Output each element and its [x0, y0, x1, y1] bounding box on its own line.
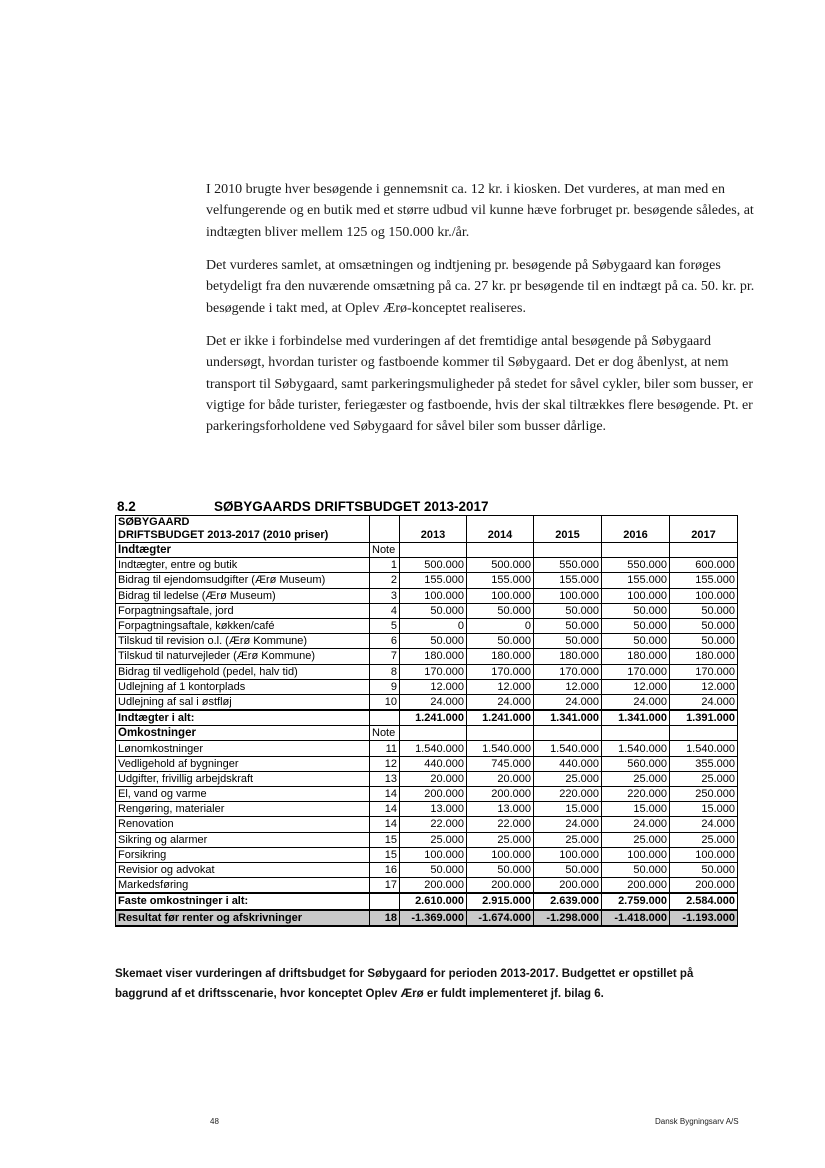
value-cell: 2.639.000	[534, 893, 602, 909]
value-cell: 50.000	[670, 634, 738, 649]
row-label: Forsikring	[116, 847, 370, 862]
cost-heading-row	[116, 726, 738, 741]
value-cell: 170.000	[400, 664, 467, 679]
cost-row	[116, 832, 738, 847]
value-cell: 2.759.000	[602, 893, 670, 909]
row-label: Renovation	[116, 817, 370, 832]
value-cell: 250.000	[670, 787, 738, 802]
value-cell: 100.000	[670, 847, 738, 862]
note-cell: 16	[370, 862, 400, 877]
value-cell: 100.000	[534, 847, 602, 862]
value-cell: 50.000	[534, 618, 602, 633]
row-label: Rengøring, materialer	[116, 802, 370, 817]
value-cell: -1.193.000	[670, 910, 738, 926]
note-heading: Note	[370, 543, 400, 558]
value-cell: 25.000	[534, 771, 602, 786]
value-cell: 1.341.000	[534, 710, 602, 726]
value-cell: 15.000	[670, 802, 738, 817]
value-cell: 13.000	[467, 802, 534, 817]
cost-row	[116, 787, 738, 802]
value-cell: 50.000	[602, 634, 670, 649]
value-cell: 25.000	[467, 832, 534, 847]
row-label: Revisior og advokat	[116, 862, 370, 877]
value-cell: 1.341.000	[602, 710, 670, 726]
value-cell: 440.000	[534, 756, 602, 771]
value-cell: 25.000	[602, 832, 670, 847]
value-cell: 100.000	[602, 588, 670, 603]
note-cell: 10	[370, 694, 400, 710]
note-cell: 12	[370, 756, 400, 771]
value-cell: 20.000	[467, 771, 534, 786]
value-cell: 100.000	[534, 588, 602, 603]
value-cell: 25.000	[670, 832, 738, 847]
value-cell: 155.000	[534, 573, 602, 588]
note-cell: 17	[370, 878, 400, 894]
row-label: El, vand og varme	[116, 787, 370, 802]
value-cell: 1.391.000	[670, 710, 738, 726]
income-row	[116, 634, 738, 649]
row-label: Bidrag til vedligehold (pedel, halv tid)	[116, 664, 370, 679]
value-cell: 200.000	[400, 878, 467, 894]
value-cell: 745.000	[467, 756, 534, 771]
value-cell: 1.540.000	[534, 741, 602, 756]
value-cell: 155.000	[670, 573, 738, 588]
value-cell: 50.000	[467, 634, 534, 649]
value-cell: -1.418.000	[602, 910, 670, 926]
value-cell: 550.000	[534, 558, 602, 573]
note-cell: 8	[370, 664, 400, 679]
year-header: 2014	[467, 516, 534, 543]
value-cell: 50.000	[467, 862, 534, 877]
row-label: Forpagtningsaftale, køkken/café	[116, 618, 370, 633]
income-row	[116, 649, 738, 664]
note-cell: 7	[370, 649, 400, 664]
cost-heading: Omkostninger	[116, 726, 370, 741]
row-label: Markedsføring	[116, 878, 370, 894]
value-cell: 24.000	[670, 694, 738, 710]
row-label: Lønomkostninger	[116, 741, 370, 756]
value-cell: -1.674.000	[467, 910, 534, 926]
row-label: Sikring og alarmer	[116, 832, 370, 847]
value-cell: 1.540.000	[670, 741, 738, 756]
table-header-row	[116, 516, 738, 543]
row-label: Vedligehold af bygninger	[116, 756, 370, 771]
income-row	[116, 664, 738, 679]
value-cell: 100.000	[400, 588, 467, 603]
value-cell: 600.000	[670, 558, 738, 573]
footer-organization: Dansk Bygningsarv A/S	[655, 1117, 739, 1126]
value-cell: 25.000	[602, 771, 670, 786]
value-cell: 50.000	[602, 862, 670, 877]
value-cell: 24.000	[602, 694, 670, 710]
table-title-cell	[116, 516, 370, 543]
value-cell: 24.000	[400, 694, 467, 710]
value-cell: 200.000	[602, 878, 670, 894]
note-cell: 2	[370, 573, 400, 588]
value-cell: 170.000	[670, 664, 738, 679]
row-label: Udlejning af sal i østfløj	[116, 694, 370, 710]
paragraph-kiosk: I 2010 brugte hver besøgende i gennemsnit ca. 12 kr. i kiosken. Det vurderes, at man med en velfungerende og en butik med et større udbud vil kunne hæve forbruget pr. besøgende således, at indtægten bliver mellem 125 og 150.000 kr./år.	[206, 182, 754, 240]
row-label: Forpagtningsaftale, jord	[116, 603, 370, 618]
value-cell: 200.000	[467, 878, 534, 894]
value-cell: 500.000	[467, 558, 534, 573]
value-cell: 25.000	[534, 832, 602, 847]
value-cell: 500.000	[400, 558, 467, 573]
value-cell: 1.540.000	[467, 741, 534, 756]
value-cell: 1.540.000	[400, 741, 467, 756]
row-label: Indtægter i alt:	[116, 710, 370, 726]
value-cell: 1.241.000	[467, 710, 534, 726]
row-label: Resultat før renter og afskrivninger	[116, 910, 370, 926]
row-label: Udlejning af 1 kontorplads	[116, 679, 370, 694]
value-cell: 22.000	[400, 817, 467, 832]
value-cell: 24.000	[534, 694, 602, 710]
value-cell: 50.000	[670, 862, 738, 877]
row-label: Indtægter, entre og butik	[116, 558, 370, 573]
note-cell: 1	[370, 558, 400, 573]
cost-row	[116, 802, 738, 817]
value-cell: 22.000	[467, 817, 534, 832]
value-cell: 550.000	[602, 558, 670, 573]
value-cell: 12.000	[467, 679, 534, 694]
note-cell: 18	[370, 910, 400, 926]
value-cell: 440.000	[400, 756, 467, 771]
note-heading: Note	[370, 726, 400, 741]
value-cell: 100.000	[670, 588, 738, 603]
paragraph-revenue: Det vurderes samlet, at omsætningen og indtjening pr. besøgende på Søbygaard kan forøges betydeligt fra den nuværende omsætning på ca. 27 kr. pr besøgende til en indtægt på ca. 50. kr. pr. besøgende i takt med, at Oplev Ærø-konceptet realiseres.	[206, 258, 755, 316]
value-cell: 200.000	[670, 878, 738, 894]
value-cell: 155.000	[467, 573, 534, 588]
note-cell: 15	[370, 832, 400, 847]
value-cell: 50.000	[670, 618, 738, 633]
value-cell: 170.000	[602, 664, 670, 679]
value-cell: 50.000	[534, 603, 602, 618]
budget-table	[115, 515, 738, 927]
value-cell: 155.000	[602, 573, 670, 588]
value-cell: 24.000	[534, 817, 602, 832]
table-title-line1: SØBYGAARD	[118, 516, 190, 528]
row-label: Faste omkostninger i alt:	[116, 893, 370, 909]
cost-row	[116, 878, 738, 894]
value-cell: 2.584.000	[670, 893, 738, 909]
income-row	[116, 618, 738, 633]
row-label: Udgifter, frivillig arbejdskraft	[116, 771, 370, 786]
value-cell: 24.000	[670, 817, 738, 832]
cost-total-row	[116, 893, 738, 909]
value-cell: 0	[467, 618, 534, 633]
section-number: 8.2	[117, 499, 136, 514]
note-cell: 9	[370, 679, 400, 694]
value-cell: 50.000	[400, 634, 467, 649]
income-section	[116, 543, 738, 726]
income-row	[116, 573, 738, 588]
cost-row	[116, 817, 738, 832]
value-cell: 220.000	[602, 787, 670, 802]
note-header-blank	[370, 516, 400, 543]
value-cell: 50.000	[400, 603, 467, 618]
value-cell: 15.000	[602, 802, 670, 817]
value-cell: 180.000	[602, 649, 670, 664]
value-cell: 100.000	[602, 847, 670, 862]
row-label: Tilskud til naturvejleder (Ærø Kommune)	[116, 649, 370, 664]
value-cell: 12.000	[602, 679, 670, 694]
note-cell	[370, 893, 400, 909]
value-cell: 170.000	[467, 664, 534, 679]
value-cell: 100.000	[467, 847, 534, 862]
income-row	[116, 694, 738, 710]
value-cell: 2.915.000	[467, 893, 534, 909]
note-cell: 3	[370, 588, 400, 603]
value-cell: 355.000	[670, 756, 738, 771]
note-cell: 14	[370, 817, 400, 832]
income-heading-row	[116, 543, 738, 558]
value-cell: -1.298.000	[534, 910, 602, 926]
row-label: Tilskud til revision o.l. (Ærø Kommune)	[116, 634, 370, 649]
cost-row	[116, 756, 738, 771]
note-cell: 5	[370, 618, 400, 633]
income-row	[116, 679, 738, 694]
result-row	[116, 910, 738, 926]
value-cell: 50.000	[400, 862, 467, 877]
section-title: SØBYGAARDS DRIFTSBUDGET 2013-2017	[214, 499, 489, 514]
value-cell: 0	[400, 618, 467, 633]
value-cell: 50.000	[602, 618, 670, 633]
value-cell: -1.369.000	[400, 910, 467, 926]
value-cell: 25.000	[400, 832, 467, 847]
value-cell: 200.000	[467, 787, 534, 802]
value-cell: 560.000	[602, 756, 670, 771]
note-cell: 15	[370, 847, 400, 862]
page-number: 48	[210, 1117, 219, 1126]
income-row	[116, 603, 738, 618]
cost-row	[116, 847, 738, 862]
value-cell: 100.000	[400, 847, 467, 862]
income-row	[116, 558, 738, 573]
note-cell: 13	[370, 771, 400, 786]
value-cell: 180.000	[467, 649, 534, 664]
year-header: 2013	[400, 516, 467, 543]
result-section	[116, 910, 738, 926]
year-header: 2017	[670, 516, 738, 543]
note-cell: 14	[370, 787, 400, 802]
value-cell: 100.000	[467, 588, 534, 603]
value-cell: 12.000	[534, 679, 602, 694]
value-cell: 155.000	[400, 573, 467, 588]
value-cell: 50.000	[534, 634, 602, 649]
cost-section	[116, 726, 738, 910]
value-cell: 12.000	[670, 679, 738, 694]
note-cell	[370, 710, 400, 726]
value-cell: 50.000	[602, 603, 670, 618]
note-cell: 11	[370, 741, 400, 756]
table-title-line2: DRIFTSBUDGET 2013-2017 (2010 priser)	[118, 529, 329, 541]
value-cell: 180.000	[534, 649, 602, 664]
value-cell: 200.000	[534, 878, 602, 894]
value-cell: 50.000	[670, 603, 738, 618]
value-cell: 24.000	[467, 694, 534, 710]
value-cell: 12.000	[400, 679, 467, 694]
row-label: Bidrag til ledelse (Ærø Museum)	[116, 588, 370, 603]
value-cell: 15.000	[534, 802, 602, 817]
value-cell: 170.000	[534, 664, 602, 679]
value-cell: 1.241.000	[400, 710, 467, 726]
value-cell: 220.000	[534, 787, 602, 802]
year-header: 2016	[602, 516, 670, 543]
table-caption: Skemaet viser vurderingen af driftsbudget for Søbygaard for perioden 2013-2017. Budgettet er opstillet på baggrund af et driftsscenarie, hvor konceptet Oplev Ærø er fuldt implementeret jf. bilag 6.	[115, 968, 694, 1000]
note-cell: 14	[370, 802, 400, 817]
value-cell: 200.000	[400, 787, 467, 802]
income-heading: Indtægter	[116, 543, 370, 558]
cost-row	[116, 862, 738, 877]
value-cell: 25.000	[670, 771, 738, 786]
paragraph-transport: Det er ikke i forbindelse med vurderingen af det fremtidige antal besøgende på Søbygaard undersøgt, hvordan turister og fastboende kommer til Søbygaard. Det er dog åbenlyst, at nem transport til Søbygaard, samt parkeringsmuligheder på stedet for såvel cykler, biler som busser, er vigtige for både turister, feriegæster og fastboende, hvis der skal tiltrækkes flere besøgende. Pt. er parkeringsforholdene ved Søbygaard for såvel biler som busser dårlige.	[206, 334, 754, 435]
value-cell: 50.000	[534, 862, 602, 877]
income-row	[116, 588, 738, 603]
income-total-row	[116, 710, 738, 726]
value-cell: 180.000	[400, 649, 467, 664]
note-cell: 6	[370, 634, 400, 649]
value-cell: 2.610.000	[400, 893, 467, 909]
row-label: Bidrag til ejendomsudgifter (Ærø Museum)	[116, 573, 370, 588]
value-cell: 13.000	[400, 802, 467, 817]
value-cell: 50.000	[467, 603, 534, 618]
value-cell: 20.000	[400, 771, 467, 786]
cost-row	[116, 771, 738, 786]
note-cell: 4	[370, 603, 400, 618]
cost-row	[116, 741, 738, 756]
value-cell: 1.540.000	[602, 741, 670, 756]
year-header: 2015	[534, 516, 602, 543]
value-cell: 180.000	[670, 649, 738, 664]
value-cell: 24.000	[602, 817, 670, 832]
